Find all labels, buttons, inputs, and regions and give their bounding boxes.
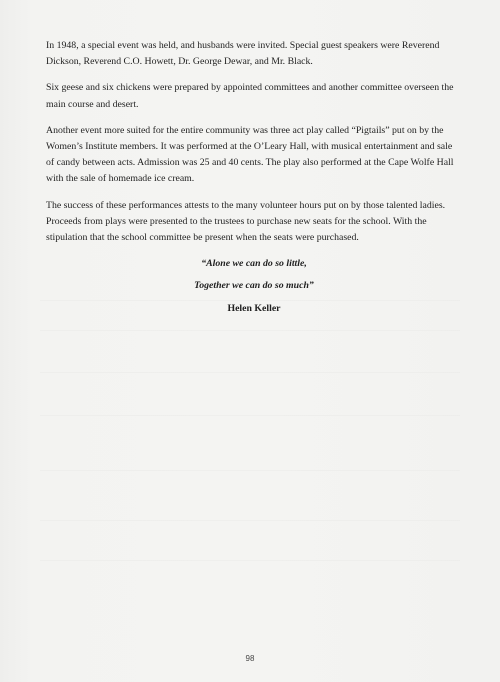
quote-author: Helen Keller (227, 302, 281, 314)
page-number: 98 (245, 654, 255, 663)
paragraph-pigtails-play: Another event more suited for the entire community was three act play called “Pigtails” put on by the Women’s Institute members. It was performed at the O’Leary Hall, with musical entertainment and sale of candy between acts. Admission was 25 and 40 cents. The play also performed at the Cape Wolfe Hall with the sale of homemade ice cream. (46, 124, 454, 185)
bleed-through-line (40, 415, 460, 416)
body-text (46, 38, 462, 317)
quote-line-2: Together we can do so much” (194, 280, 314, 292)
bleed-through-line (40, 372, 460, 373)
paragraph-1948-event: In 1948, a special event was held, and husbands were invited. Special guest speakers were Reverend Dickson, Reverend C.O. Howett, Dr. George Dewar, and Mr. Black. (46, 40, 440, 68)
bleed-through-line (40, 330, 460, 331)
bleed-through-line (40, 520, 460, 521)
paragraph-geese-chickens: Six geese and six chickens were prepared by appointed committees and another committee overseen the main course and desert. (46, 82, 454, 110)
paragraph-volunteer-success: The success of these performances attests to the many volunteer hours put on by those talented ladies. Proceeds from plays were presented to the trustees to purchase new seats for the school. With the stipulation that the school committee be present when the seats were purchased. (46, 199, 446, 244)
quote-line-1: “Alone we can do so little, (201, 258, 307, 270)
bleed-through-line (40, 560, 460, 561)
bleed-through-line (40, 470, 460, 471)
